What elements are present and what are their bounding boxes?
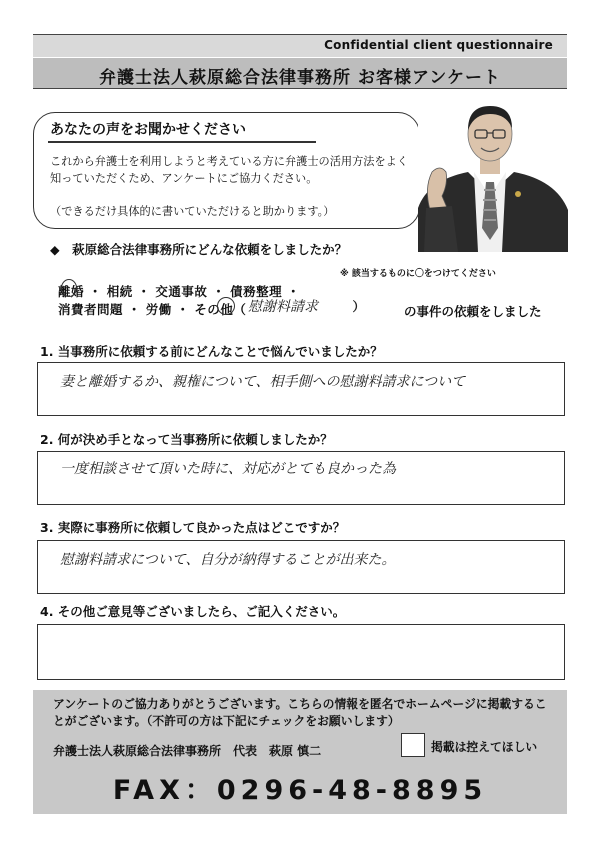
answer-3-text: 慰謝料請求について、自分が納得することが出来た。 [60, 552, 396, 568]
paren-close: ） [352, 299, 365, 314]
question-2-label: 2. 何が決め手となって当事務所に依頼しましたか？ [40, 432, 333, 447]
opt-out-checkbox[interactable] [401, 733, 425, 757]
question-3-label: 3. 実際に事務所に依頼して良かった点はどこですか？ [40, 520, 346, 535]
title-bar [33, 58, 567, 89]
lawyer-photo [418, 98, 568, 252]
answer-4-box[interactable] [37, 624, 565, 680]
opt-out-label: 掲載は控えてほしい [431, 740, 538, 754]
handwritten-circle-mark [61, 279, 77, 297]
answer-1-box[interactable] [37, 362, 565, 416]
answer-1-text: 妻と離婚するか、親権について、相手側への慰謝料請求について [60, 374, 466, 390]
question-1-label: 1. 当事務所に依頼する前にどんなことで悩んでいましたか？ [40, 344, 383, 359]
request-note: ※ 該当するものに〇をつけてください [340, 269, 496, 279]
category-list-line2: 消費者問題 ・ 労働 ・ その他（ [58, 302, 247, 317]
handwritten-circle-mark [217, 297, 235, 315]
request-suffix: の事件の依頼をしました [404, 304, 542, 319]
category-list-line1: 離婚 ・ 相続 ・ 交通事故 ・ 債務整理 ・ [58, 284, 300, 299]
answer-2-text: 一度相談させて頂いた時に、対応がとても良かった為 [60, 461, 396, 477]
intro-heading: あなたの声をお聞かせください [50, 122, 246, 138]
page-title: 弁護士法人萩原総合法律事務所 お客様アンケート [99, 68, 501, 88]
confidential-label: Confidential client questionnaire [324, 38, 553, 52]
footer-panel [33, 690, 567, 814]
intro-bubble [33, 112, 420, 229]
intro-body: これから弁護士を利用しようと考えている方に弁護士の活用方法をよく知っていただくため、アンケートにご協力ください。 [50, 155, 409, 185]
footer-message: アンケートのご協力ありがとうございます。こちらの情報を匿名でホームページに掲載することがございます。（不許可の方は下記にチェックをお願いします） [53, 697, 547, 728]
heading-underline [48, 141, 316, 143]
answer-2-box[interactable] [37, 451, 565, 505]
question-4-label: 4. その他ご意見等ございましたら、ご記入ください。 [40, 604, 346, 619]
intro-note: （できるだけ具体的に書いていただけると助かります。） [50, 205, 335, 218]
answer-3-box[interactable] [37, 540, 565, 594]
header-bar [33, 34, 567, 57]
other-category-value [248, 296, 365, 316]
fax-number: FAX：0296-48-8895 [112, 775, 488, 806]
other-category-text: 慰謝料請求 [248, 299, 318, 315]
representative-line: 弁護士法人萩原総合法律事務所 代表 萩原 慎二 [53, 744, 322, 758]
request-question: ◆ 萩原総合法律事務所にどんな依頼をしましたか？ [50, 242, 348, 257]
